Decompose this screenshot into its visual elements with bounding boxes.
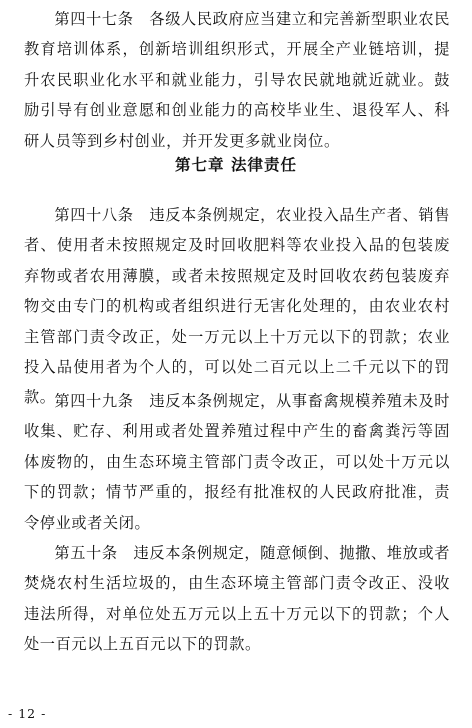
article-49-paragraph <box>24 386 450 538</box>
article-50-number: 第五十条 <box>54 544 118 562</box>
article-48-text: 违反本条例规定，农业投入品生产者、销售者、使用者未按照规定及时回收肥料等农业投入品的包装废弃物或者农用薄膜，或者未按照规定及时回收农药包装废弃物交由专门的机构或者组织进行无害化处理的，由农业农村主管部门责令改正，处一万元以上十万元以下的罚款；农业投入品使用者为个人的，可以处二百元以上二千元以下的罚款。 <box>24 206 451 407</box>
article-47-paragraph <box>24 4 450 156</box>
article-49-number: 第四十九条 <box>54 392 134 410</box>
article-48-paragraph <box>24 200 450 413</box>
article-48-number: 第四十八条 <box>54 206 134 224</box>
article-47-number: 第四十七条 <box>54 10 134 28</box>
article-47-text: 各级人民政府应当建立和完善新型职业农民教育培训体系，创新培训组织形式，开展全产业链培训，提升农民职业化水平和就业能力，引导农民就地就近就业。鼓励引导有创业意愿和创业能力的高校毕业生、退役军人、科研人员等到乡村创业，并开发更多就业岗位。 <box>24 10 451 150</box>
chapter-heading: 第七章 法律责任 <box>175 156 297 174</box>
article-50-paragraph <box>24 538 450 660</box>
page-number: - 12 - <box>8 706 47 721</box>
article-49-text: 违反本条例规定，从事畜禽规模养殖未及时收集、贮存、利用或者处置养殖过程中产生的畜禽粪污等固体废物的，由生态环境主管部门责令改正，可以处十万元以下的罚款；情节严重的，报经有批准权的人民政府批准，责令停业或者关闭。 <box>24 392 451 532</box>
article-50-text: 违反本条例规定，随意倾倒、抛撒、堆放或者焚烧农村生活垃圾的，由生态环境主管部门责令改正、没收违法所得，对单位处五万元以上五十万元以下的罚款；个人处一百元以上五百元以下的罚款。 <box>24 544 451 654</box>
